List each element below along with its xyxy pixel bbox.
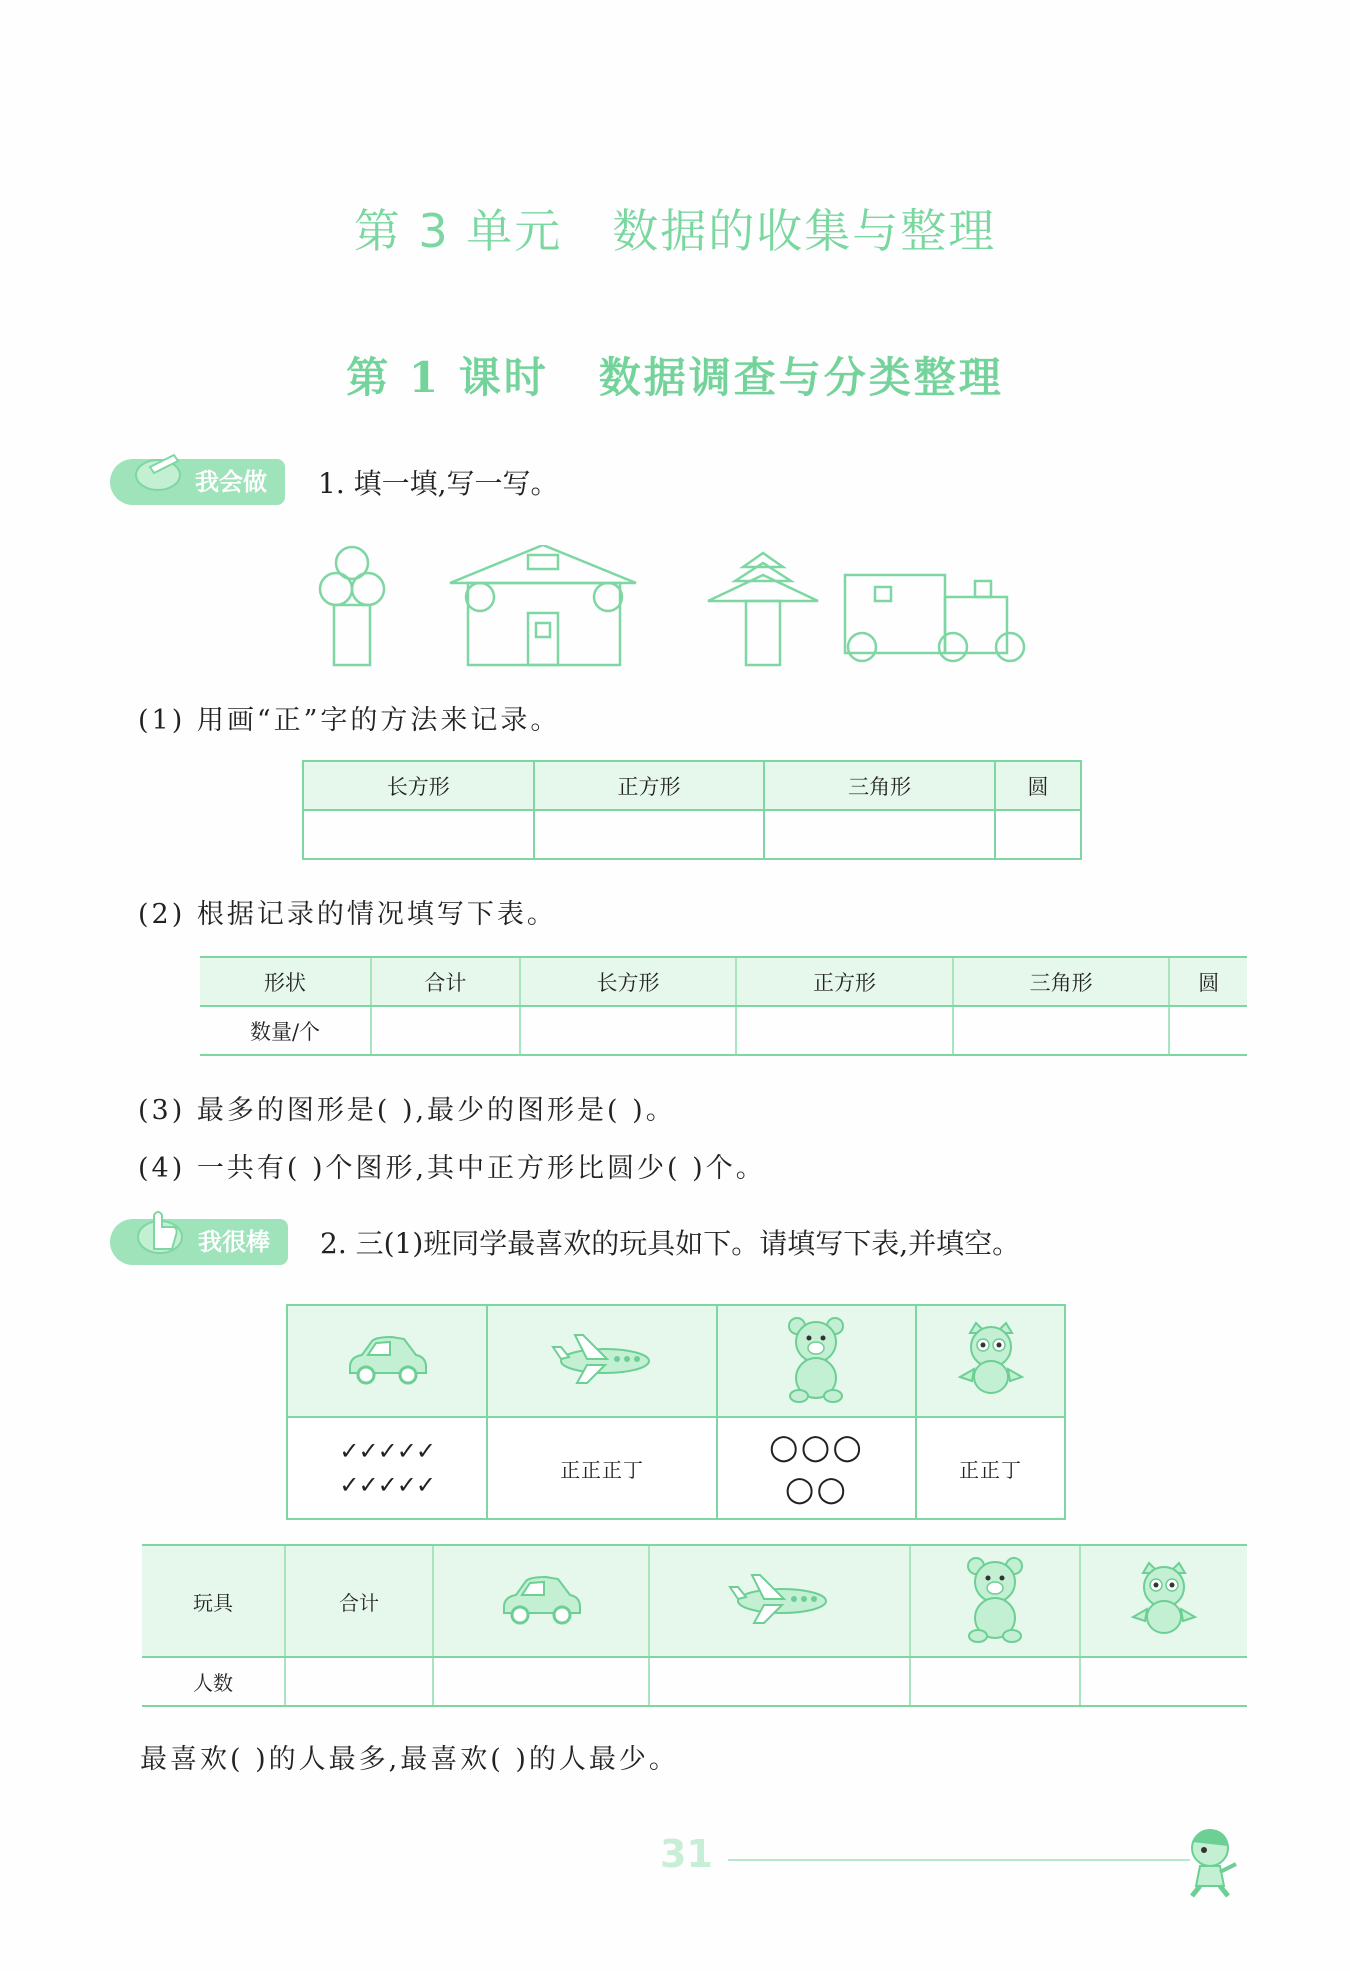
house-shape [450,545,636,665]
unit-title [0,195,1350,261]
table4-answer-cell[interactable] [649,1657,910,1706]
table1-answer-cell[interactable] [534,810,765,859]
table4-answer-cell[interactable] [910,1657,1080,1706]
unit-number: 第 3 单元 [353,204,563,258]
table2-answer-cell[interactable] [1169,1006,1247,1055]
lesson-name: 数据调查与分类整理 [598,353,1004,402]
table4-header-car [433,1545,649,1657]
table4-header-total: 合计 [285,1545,433,1657]
record-owl: 正正丁 [916,1417,1065,1519]
shape-count-table [200,956,1247,1056]
table2-header-triangle: 三角形 [953,957,1170,1006]
car-icon [342,1329,432,1389]
table1-header-triangle: 三角形 [764,761,995,810]
lesson-title [0,345,1350,405]
table2-answer-cell[interactable] [371,1006,520,1055]
table1-answer-cell[interactable] [995,810,1081,859]
sub-question-2: (2) 根据记录的情况填写下表。 [138,899,557,930]
table4-row-label: 人数 [142,1657,285,1706]
badge-label: 我很棒 [198,1228,270,1256]
footer-rule [728,1859,1190,1861]
badge-label: 我会做 [195,468,267,496]
table1-answer-cell[interactable] [764,810,995,859]
sub-question-3: (3) 最多的图形是( ),最少的图形是( )。 [138,1095,676,1126]
table2-answer-cell[interactable] [736,1006,953,1055]
table1-answer-cell[interactable] [303,810,534,859]
table1-header-rectangle: 长方形 [303,761,534,810]
table4-answer-cell[interactable] [433,1657,649,1706]
train-shape [845,575,1024,661]
mascot-icon [1170,1820,1250,1900]
table2-header-shape: 形状 [200,957,371,1006]
badge-wohuizuo [110,459,285,505]
sub-question-1: (1) 用画“正”字的方法来记录。 [138,705,561,736]
question-1-title: 1. 填一填,写一写。 [318,467,559,500]
table2-row-label: 数量/个 [200,1006,371,1055]
badge-wohenbang [110,1219,288,1265]
owl-icon [1129,1559,1199,1639]
question-2-fill-sentence: 最喜欢( )的人最多,最喜欢( )的人最少。 [140,1744,679,1775]
toy-survey-table [286,1304,1066,1520]
check-marks-line-2: ✓✓✓✓✓ [339,1471,435,1499]
table2-header-circle: 圆 [1169,957,1247,1006]
table4-answer-cell[interactable] [1080,1657,1247,1706]
table4-header-owl [1080,1545,1247,1657]
table4-answer-cell[interactable] [285,1657,433,1706]
car-icon [496,1569,586,1629]
table2-header-rectangle: 长方形 [520,957,737,1006]
unit-name: 数据的收集与整理 [612,204,997,258]
snowman-shape [320,547,384,665]
toy-cell-airplane [487,1305,716,1417]
shapes-figure [310,545,1040,670]
thumbs-up-icon [130,1205,190,1259]
teddy-bear-icon [960,1554,1030,1644]
table1-header-circle: 圆 [995,761,1081,810]
toy-cell-owl [916,1305,1065,1417]
toy-count-table [142,1544,1247,1707]
table2-header-square: 正方形 [736,957,953,1006]
record-teddy-bear [717,1417,916,1519]
page-number: 31 [660,1832,713,1876]
tree-shape [708,553,818,665]
sub-question-4: (4) 一共有( )个图形,其中正方形比圆少( )个。 [138,1153,766,1184]
table4-header-airplane [649,1545,910,1657]
table2-answer-cell[interactable] [520,1006,737,1055]
tally-record-table [302,760,1082,860]
record-car [287,1417,487,1519]
table4-header-teddy-bear [910,1545,1080,1657]
table2-header-total: 合计 [371,957,520,1006]
toy-cell-car [287,1305,487,1417]
teddy-bear-icon [781,1314,851,1404]
lesson-number: 第 1 课时 [346,353,549,402]
table2-answer-cell[interactable] [953,1006,1170,1055]
airplane-icon [724,1569,834,1629]
question-2-title: 2. 三(1)班同学最喜欢的玩具如下。请填写下表,并填空。 [320,1227,1021,1260]
table4-header-toy: 玩具 [142,1545,285,1657]
toy-cell-teddy-bear [717,1305,916,1417]
airplane-icon [547,1329,657,1389]
record-airplane: 正正正丁 [487,1417,716,1519]
pencil-hand-icon [130,445,190,495]
circle-marks-line-1: ○○○ [768,1427,864,1467]
owl-icon [956,1319,1026,1399]
check-marks-line-1: ✓✓✓✓✓ [339,1437,435,1465]
table1-header-square: 正方形 [534,761,765,810]
circle-marks-line-2: ○○ [784,1469,849,1509]
